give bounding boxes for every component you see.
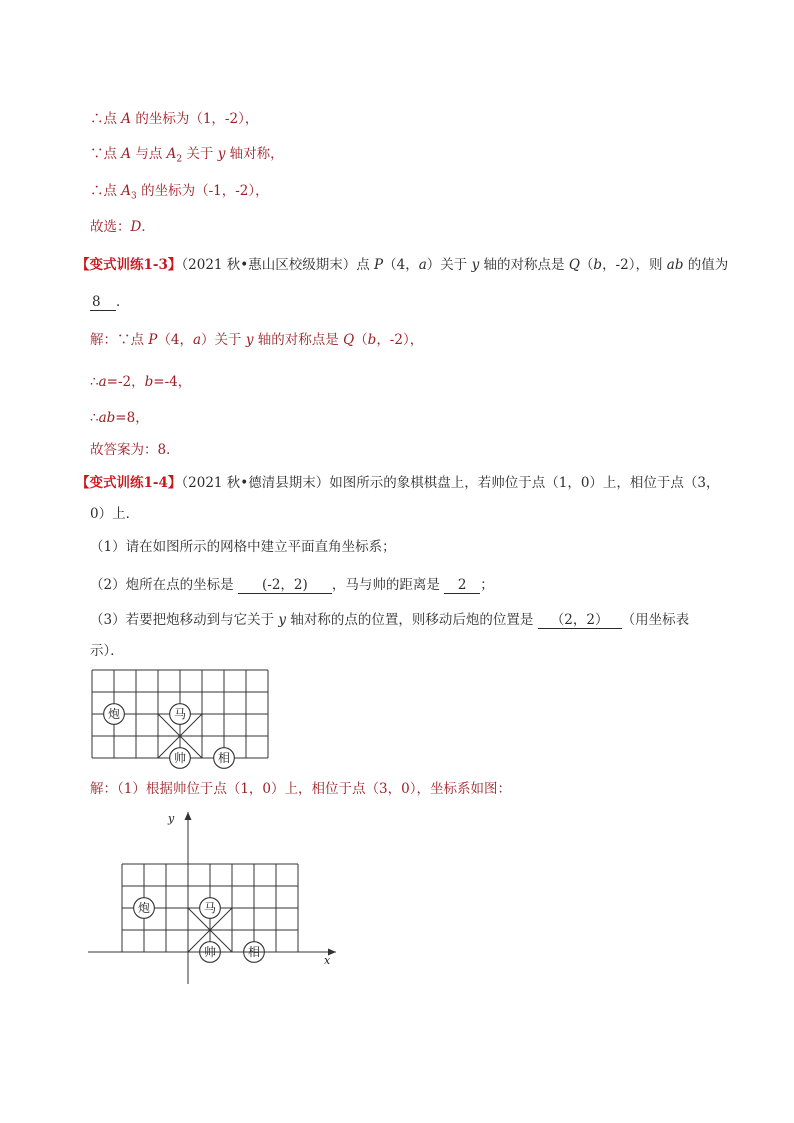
var: P <box>148 332 158 348</box>
var: b <box>367 332 377 348</box>
exercise-1-3-solution-3 <box>90 409 149 427</box>
var: Q <box>568 257 580 273</box>
answer-blank: 2 <box>444 578 480 594</box>
exercise-1-4-part-2 <box>90 576 494 594</box>
text: 与点 <box>131 146 167 162</box>
solution-line-1 <box>90 110 258 128</box>
text: =-2， <box>106 374 145 390</box>
text: ，-2），则 <box>602 257 667 273</box>
piece-label: 马 <box>173 707 187 721</box>
text: 关于 <box>182 146 218 162</box>
exercise-1-4-question <box>76 474 720 492</box>
exercise-1-4-part-3-line-2 <box>90 642 124 660</box>
piece-label: 帅 <box>173 751 187 765</box>
var: ab <box>666 257 684 273</box>
text: 故选： <box>90 219 131 235</box>
piece-label: 相 <box>247 945 261 959</box>
answer-blank: 8 <box>90 295 116 311</box>
text: 0）上． <box>90 506 140 522</box>
exercise-tag: 【变式训练1-3】 <box>76 257 182 273</box>
text: ∴点 <box>90 183 122 199</box>
text: 的值为 <box>683 257 729 273</box>
text: （4， <box>157 332 193 348</box>
y-axis-arrow <box>185 812 192 820</box>
exercise-tag: 【变式训练1-4】 <box>76 475 182 491</box>
text: ∴ <box>90 410 99 426</box>
var: A <box>121 183 132 199</box>
text: （3）若要把炮移动到与它关于 <box>90 612 279 628</box>
text: ∴点 <box>90 111 122 127</box>
var: y <box>245 332 254 348</box>
text: ）关于 <box>201 332 246 348</box>
text: （2）炮所在点的坐标是 <box>90 577 238 593</box>
text: 解：（1）根据帅位于点（1，0）上，相位于点（3，0），坐标系如图： <box>90 781 511 797</box>
exercise-1-4-part-1 <box>90 538 396 556</box>
var: a <box>192 332 202 348</box>
subscript: 2 <box>176 154 183 165</box>
var: P <box>374 257 384 273</box>
text: 解：∵点 <box>90 332 149 348</box>
text: ∵点 <box>90 146 122 162</box>
var: a <box>418 257 427 273</box>
piece-label: 帅 <box>203 945 217 959</box>
text: （1）请在如图所示的网格中建立平面直角坐标系； <box>90 539 396 555</box>
exercise-1-4-part-3 <box>90 611 689 629</box>
solution-line-4 <box>90 218 155 236</box>
text: ）关于 <box>426 257 472 273</box>
var: Q <box>343 332 355 348</box>
text: =8， <box>115 410 149 426</box>
answer-blank: （2，2） <box>538 613 622 629</box>
var: A <box>121 146 132 162</box>
coordinate-board-figure <box>84 808 346 990</box>
text: ∴ <box>90 374 99 390</box>
text: ，马与帅的距离是 <box>331 577 445 593</box>
chess-piece <box>170 704 191 725</box>
text: ． <box>141 219 155 235</box>
solution-line-2 <box>90 145 284 169</box>
text: （用坐标表 <box>621 612 690 628</box>
var: ab <box>98 410 116 426</box>
var: b <box>144 374 154 390</box>
piece-label: 炮 <box>137 901 151 915</box>
x-axis-label: x <box>324 954 331 967</box>
exercise-1-4-question-line-2 <box>90 505 139 523</box>
chess-piece <box>200 898 221 919</box>
solution-line-3 <box>90 182 269 206</box>
text: （2021 秋•惠山区校级期末）点 <box>181 257 375 273</box>
exercise-1-3-answer-line <box>90 293 130 311</box>
answer-blank: (-2，2) <box>238 578 332 594</box>
text: （ <box>579 257 594 273</box>
subscript: 3 <box>131 191 137 202</box>
text: （ <box>354 332 368 348</box>
piece-label: 相 <box>217 751 231 765</box>
exercise-1-3-solution-1 <box>90 331 423 349</box>
text: =-4， <box>153 374 192 390</box>
text: （4， <box>383 257 419 273</box>
text: 轴对称的点的位置，则移动后炮的位置是 <box>286 612 538 628</box>
var: A <box>121 111 132 127</box>
chess-piece <box>134 898 155 919</box>
text: ． <box>116 294 130 310</box>
exercise-1-4-solution <box>90 780 511 798</box>
var: y <box>217 146 226 162</box>
chess-piece <box>214 748 235 769</box>
text: ，-2）， <box>376 332 424 348</box>
piece-label: 炮 <box>107 707 121 721</box>
chess-piece <box>170 748 191 769</box>
exercise-1-3-solution-4 <box>90 441 180 459</box>
text: 故答案为：8． <box>90 442 180 458</box>
text: 轴的对称点是 <box>253 332 344 348</box>
exercise-1-3-question <box>76 256 728 274</box>
chess-piece <box>104 704 125 725</box>
text: （2021 秋•德清县期末）如图所示的象棋棋盘上，若帅位于点（1，0）上，相位于点（3， <box>181 475 720 491</box>
piece-label: 马 <box>203 901 217 915</box>
text: 轴的对称点是 <box>479 257 569 273</box>
text: 示）． <box>90 643 124 659</box>
exercise-1-3-solution-2 <box>90 373 191 391</box>
text: ； <box>480 577 494 593</box>
var: A <box>166 146 177 162</box>
text: 的坐标为（1，-2）， <box>131 111 259 127</box>
var: y <box>278 612 287 628</box>
var: a <box>98 374 107 390</box>
var: D <box>130 219 142 235</box>
var: b <box>593 257 603 273</box>
chess-board-figure <box>90 668 272 770</box>
y-axis-label: y <box>168 812 175 825</box>
text: 轴对称， <box>225 146 284 162</box>
var: y <box>471 257 480 273</box>
text: 的坐标为（-1，-2）， <box>136 183 269 199</box>
